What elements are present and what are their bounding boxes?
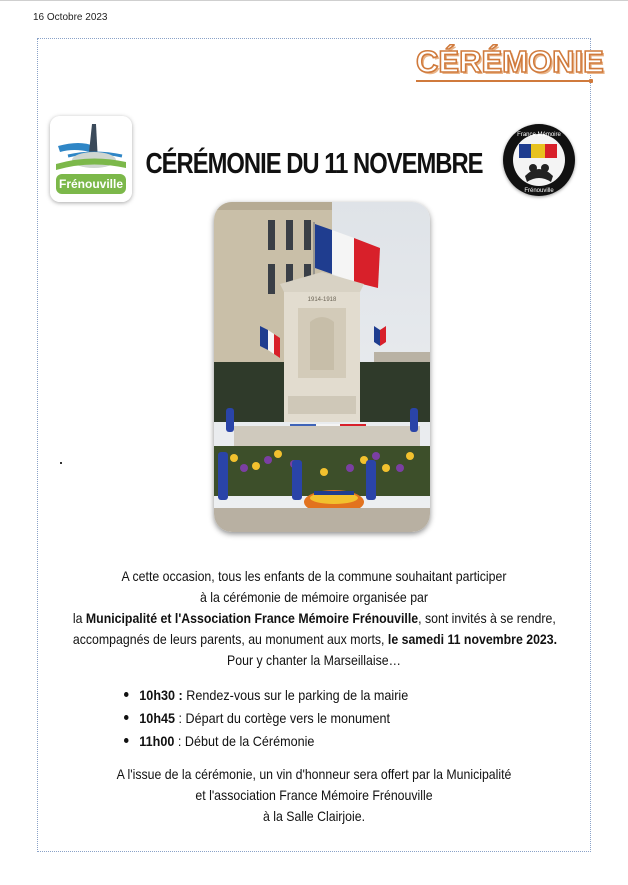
header-dot [589,79,593,83]
intro-line-4-prefix: accompagnés de leurs parents, au monument aux morts, [72,631,388,647]
war-memorial-photo [214,202,430,532]
closing-line-1: A l'issue de la cérémonie, un vin d'honneur sera offert par la Municipalité [116,766,512,782]
intro-line-3-prefix: la [72,610,86,626]
schedule-text: : Début de la Cérémonie [174,733,315,749]
intro-line-3-suffix: , sont invités à se rendre, [418,610,556,626]
monument-years: 1914-1918 [307,297,337,303]
bullet-icon [124,715,129,720]
intro-paragraph [40,566,588,671]
france-memoire-logo-text-bottom: Frénouville [524,188,554,194]
schedule-item [124,684,408,707]
document-date: 16 Octobre 2023 [33,12,108,23]
intro-organizers: Municipalité et l'Association France Mémoire Frénouville [85,610,419,626]
header-word: CÉRÉMONIE [416,44,604,79]
schedule-item [124,730,408,753]
header-underline [416,80,592,82]
schedule-item [124,707,408,730]
war-memorial-illustration [214,202,430,532]
schedule-time: 11h00 [139,733,175,749]
france-memoire-logo-text-top: France Mémoire [517,132,561,138]
bullet-icon [124,692,129,697]
bullet-icon [124,738,129,743]
intro-line-1: A cette occasion, tous les enfants de la commune souhaitant participer [121,568,507,584]
schedule-time: 10h45 [139,710,176,726]
frenouville-logo-text: Frénouville [58,177,124,191]
event-title: CÉRÉMONIE DU 11 NOVEMBRE [145,148,483,180]
intro-line-4 [72,629,558,650]
intro-line-3 [73,608,555,629]
schedule-list [124,684,440,753]
closing-paragraph [40,764,588,827]
top-rule [0,0,628,1]
intro-line-5: Pour y chanter la Marseillaise… [227,652,401,668]
intro-line-2: à la cérémonie de mémoire organisée par [199,589,429,605]
closing-line-3: à la Salle Clairjoie. [262,808,366,824]
stray-mark [60,462,62,464]
schedule-text: : Départ du cortège vers le monument [175,710,391,726]
schedule-text: Rendez-vous sur le parking de la mairie [182,687,409,703]
intro-event-date: le samedi 11 novembre 2023. [387,631,558,647]
schedule-time: 10h30 : [139,687,183,703]
closing-line-2: et l'association France Mémoire Frénouville [195,787,433,803]
